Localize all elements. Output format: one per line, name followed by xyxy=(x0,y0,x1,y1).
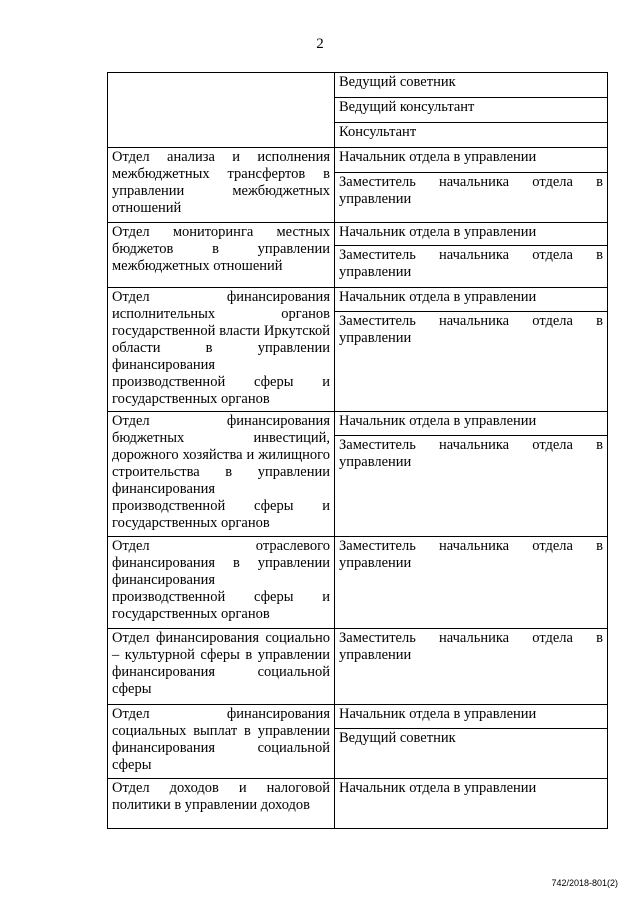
table-row xyxy=(108,412,608,436)
department-cell: Отдел финансирования социальных выплат в управлении финансирования социальной сферы xyxy=(108,705,335,779)
table-row xyxy=(108,148,608,173)
position-cell: Заместитель начальника отдела в управлении xyxy=(335,246,608,288)
table-row xyxy=(108,73,608,98)
position-cell: Заместитель начальника отдела в управлении xyxy=(335,312,608,412)
document-code: 742/2018-801(2) xyxy=(551,878,618,888)
position-cell: Начальник отдела в управлении xyxy=(335,288,608,312)
position-cell: Начальник отдела в управлении xyxy=(335,779,608,829)
department-cell: Отдел анализа и исполнения межбюджетных трансфертов в управлении межбюджетных отношений xyxy=(108,148,335,223)
table-row xyxy=(108,705,608,729)
department-cell: Отдел финансирования исполнительных органов государственной власти Иркутской области в управлении финансирования производственной сферы и государственных органов xyxy=(108,288,335,412)
department-cell: Отдел финансирования бюджетных инвестиций, дорожного хозяйства и жилищного строительства в управлении финансирования производственной сферы и государственных органов xyxy=(108,412,335,537)
position-cell: Ведущий консультант xyxy=(335,98,608,123)
department-cell: Отдел отраслевого финансирования в управлении финансирования производственной сферы и государственных органов xyxy=(108,537,335,629)
table-row xyxy=(108,629,608,705)
position-cell: Начальник отдела в управлении xyxy=(335,148,608,173)
position-cell: Ведущий советник xyxy=(335,729,608,779)
department-cell xyxy=(108,73,335,148)
staffing-table xyxy=(107,72,608,829)
table-row xyxy=(108,779,608,829)
position-cell: Заместитель начальника отдела в управлении xyxy=(335,629,608,705)
position-cell: Консультант xyxy=(335,123,608,148)
position-cell: Начальник отдела в управлении xyxy=(335,705,608,729)
position-cell: Ведущий советник xyxy=(335,73,608,98)
position-cell: Заместитель начальника отдела в управлении xyxy=(335,173,608,223)
table-row xyxy=(108,537,608,629)
position-cell: Начальник отдела в управлении xyxy=(335,223,608,246)
position-cell: Начальник отдела в управлении xyxy=(335,412,608,436)
page-number: 2 xyxy=(316,36,324,52)
department-cell: Отдел мониторинга местных бюджетов в управлении межбюджетных отношений xyxy=(108,223,335,288)
table-row xyxy=(108,288,608,312)
department-cell: Отдел финансирования социально – культурной сферы в управлении финансирования социальной сферы xyxy=(108,629,335,705)
position-cell: Заместитель начальника отдела в управлении xyxy=(335,436,608,537)
position-cell: Заместитель начальника отдела в управлении xyxy=(335,537,608,629)
table-row xyxy=(108,223,608,246)
department-cell: Отдел доходов и налоговой политики в управлении доходов xyxy=(108,779,335,829)
